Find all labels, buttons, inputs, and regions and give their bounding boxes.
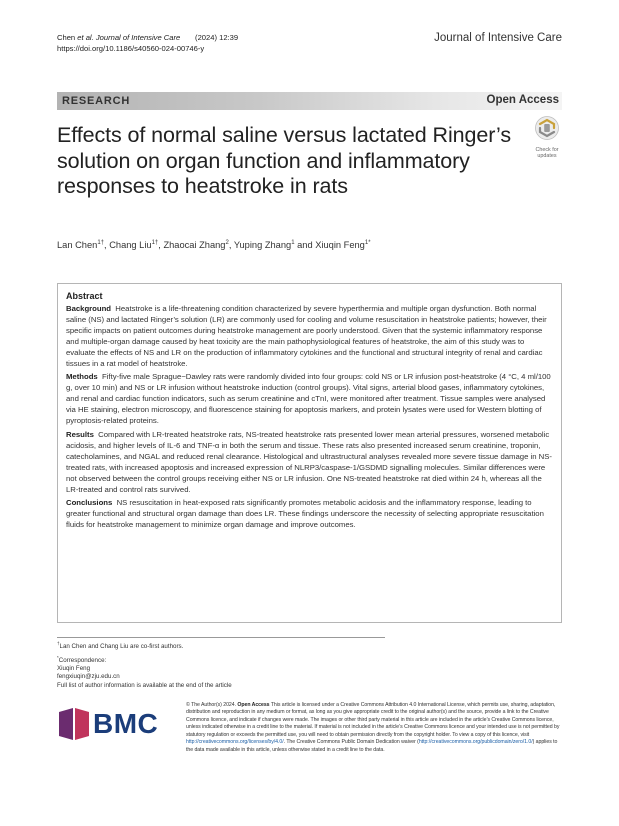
abstract-methods: Methods Fifty-five male Sprague−Dawley rats were randomly divided into four groups: cold NS or LR infusion post-heatstroke (4 °C, 4 ml/100 g, over 10 min) and NS or LR infusion without heatstroke induction (control groups). Vital signs, arterial blood gases, inflammatory cytokines, and renal and cardiac function indicators, such as serum creatinine and cTnI, were monitored after treatment. Tissue samples were analysed via HE staining, electron microscopy, and fluorescence staining for apoptosis markers, and protein lysates were used for Western blotting of pyroptosis-related proteins.	[66, 372, 551, 426]
citation-journal: et al. Journal of Intensive Care	[77, 33, 181, 42]
open-access-label: Open Access	[486, 94, 559, 106]
abstract-conclusions: Conclusions NS resuscitation in heat-exposed rats significantly promotes metabolic acidosis and the inflammatory response, leading to greater functional and structural organ damage than does LR. These findings underscore the necessity of selecting appropriate resuscitation fluids for heatstroke management to minimize organ damage and improve outcomes.	[66, 498, 544, 530]
author-name[interactable]: Zhaocai Zhang	[163, 240, 226, 251]
public-domain-link[interactable]: http://creativecommons.org/publicdomain/zero/1.0/	[418, 739, 533, 746]
journal-name: Journal of Intensive Care	[434, 32, 562, 44]
correspondence-footnote: *Correspondence: Xiuqin Feng fengxiuqin@zju.edu.cn Full list of author information is available at the end of the article	[57, 655, 232, 689]
abstract-heading: Abstract	[66, 291, 103, 301]
abstract-background: Background Heatstroke is a life-threatening condition characterized by severe hyperthermia and multiple organ dysfunction. Both normal saline (NS) and lactated Ringer’s solution (LR) are commonly used for cooling and volume resuscitation in heatstroke patients; however, their specific impacts on patient outcomes during heatstroke management are poorly understood. Given that the systemic inflammatory response and multiple-organ damage caused by heat toxicity are the main pathophysiological features of heatstroke, the aim of this study was to evaluate the effects of NS and LR on the production of inflammatory cytokines and the functional and structural integrity of renal and cardiac tissues in a rat model of heatstroke.	[66, 304, 547, 368]
author-info-note: Full list of author information is available at the end of the article	[57, 681, 232, 689]
doi-link[interactable]: https://doi.org/10.1186/s40560-024-00746-y	[57, 44, 205, 53]
citation-line	[57, 32, 238, 43]
check-for-updates-badge[interactable]	[530, 115, 564, 159]
publisher-logo-text: BMC	[93, 708, 159, 739]
abstract-results: Results Compared with LR-treated heatstroke rats, NS-treated heatstroke rats presented lower mean arterial pressures, worsened metabolic acidosis, and higher levels of IL-6 and TNF-α in both the serum and tissue. These rats also presented increased serum creatinine, troponin, catecholamines, and NGAL and reduced renal clearance. Histological and ultrastructural analyses revealed more severe tissue damage in NS-treated rats, with increased apoptosis and increased expression of NLRP3/caspase-1/GSDMD signalling molecules. Similar differences were not observed between the control groups receiving either NS or LR infusion. One NS-treated heatstroke rat died within 24 h, whereas all the LR-treated and control rats survived.	[66, 429, 552, 494]
citation-header	[57, 32, 238, 54]
citation-year: (2024) 12:39	[195, 33, 239, 42]
author-name[interactable]: Lan Chen	[57, 240, 98, 251]
license-link[interactable]: http://creativecommons.org/licenses/by/4.0/	[186, 739, 284, 746]
bmc-logo-mark-icon	[57, 706, 91, 742]
check-for-updates-icon	[530, 115, 564, 141]
citation-authors: Chen	[57, 33, 78, 42]
cofirst-footnote: †Lan Chen and Chang Liu are co-first authors.	[57, 641, 184, 651]
publisher-logo[interactable]	[57, 706, 182, 742]
article-type-label: RESEARCH	[62, 95, 131, 107]
correspondence-name: Xiuqin Feng	[57, 665, 91, 673]
author-name[interactable]: Xiuqin Feng	[315, 240, 365, 251]
author-name[interactable]: Chang Liu	[109, 240, 152, 251]
article-type-banner	[57, 92, 562, 110]
license-statement: © The Author(s) 2024. Open Access This article is licensed under a Creative Commons Attribution 4.0 International License, which permits use, sharing, adaptation, distribution and reproduction in any medium or format, as long as you give appropriate credit to the original author(s) and the source, provide a link to the Creative Commons licence, and indicate if changes were made. The images or other third party material in this article are included in the article’s Creative Commons licence, unless indicated otherwise in a credit line to the material. If material is not included in the article’s Creative Commons licence and your intended use is not permitted by statutory regulation or exceeds the permitted use, you will need to obtain permission directly from the copyright holder. To view a copy of this licence, visit http://creativecommons.org/licenses/by/4.0/. The Creative Commons Public Domain Dedication waiver (http://creativecommons.org/publicdomain/zero/1.0/) applies to the data made available in this article, unless otherwise stated in a credit line to the data.	[186, 702, 560, 753]
author-name[interactable]: Yuping Zhang	[233, 240, 292, 251]
check-for-updates-label: Check for updates	[535, 147, 559, 159]
article-title: Effects of normal saline versus lactated Ringer’s solution on organ function and inflammatory responses to heatstroke in rats	[57, 123, 511, 198]
correspondence-email[interactable]: fengxiuqin@zju.edu.cn	[57, 673, 120, 681]
footnote-divider	[57, 637, 385, 638]
author-list: Lan Chen$^{1\dagger}$, Chang Liu$^{1\dagger}$, Zhaocai Zhang$^2$, Yuping Zhang$^1$ and Xiuqin Feng$^{1*}$	[57, 240, 371, 251]
abstract-box	[57, 283, 562, 623]
